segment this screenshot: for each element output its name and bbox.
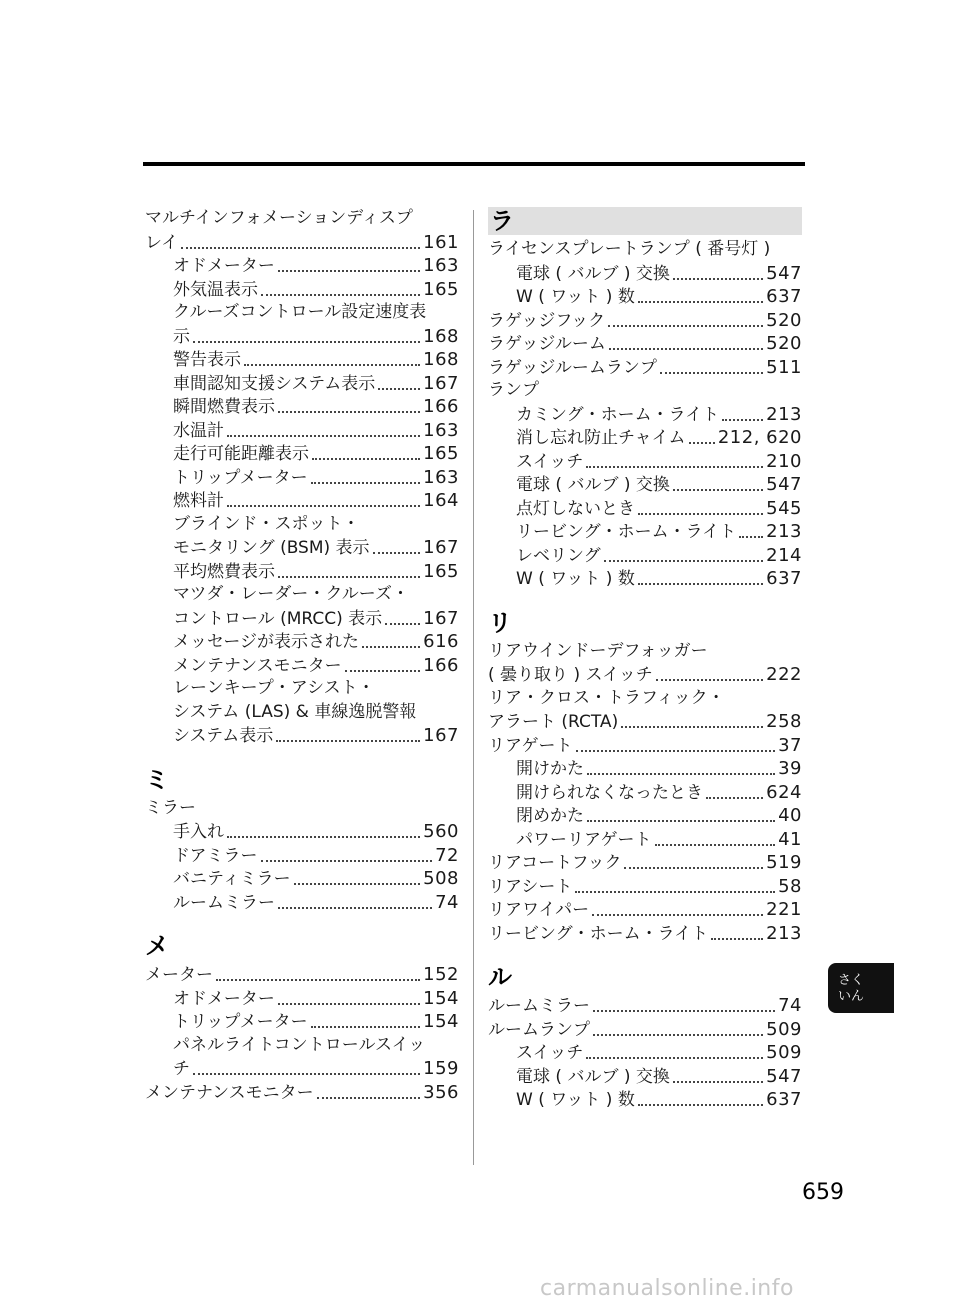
index-term: W ( ワット ) 数 <box>516 569 635 589</box>
leader-dots <box>345 669 421 672</box>
index-page-ref: 41 <box>778 828 802 850</box>
leader-dots <box>689 441 715 444</box>
index-term: ドアミラー <box>173 845 258 866</box>
leader-dots <box>227 434 420 437</box>
leader-dots <box>624 866 763 869</box>
index-term: メンテナンスモニター <box>145 1082 314 1103</box>
index-entry <box>145 677 459 701</box>
index-page-ref: 37 <box>778 734 802 756</box>
leader-dots <box>311 481 421 484</box>
index-page-ref: 72 <box>435 844 459 866</box>
leader-dots <box>193 1072 420 1075</box>
index-term: 警告表示 <box>173 350 241 370</box>
index-entry <box>488 922 802 946</box>
leader-dots <box>638 1103 763 1106</box>
index-entry <box>488 851 802 875</box>
leader-dots <box>378 387 420 390</box>
index-entry <box>488 520 802 544</box>
leader-dots <box>656 678 763 681</box>
index-term: リアゲート <box>488 735 573 756</box>
leader-dots <box>673 488 763 491</box>
index-entry <box>145 844 459 868</box>
index-page-ref: 167 <box>423 607 459 629</box>
index-entry <box>145 442 459 466</box>
index-page-ref: 221 <box>766 899 802 920</box>
index-page-ref: 40 <box>778 805 802 826</box>
index-page-ref: 39 <box>778 758 802 779</box>
index-entry <box>488 238 802 262</box>
index-page-ref: 163 <box>423 419 459 441</box>
index-page-ref: 616 <box>423 631 459 652</box>
leader-dots <box>312 457 420 460</box>
index-page-ref: 222 <box>766 664 802 685</box>
index-term: 閉めかた <box>516 806 584 826</box>
index-page-ref: 214 <box>766 544 802 566</box>
index-term: ランプ <box>488 380 539 400</box>
leader-dots <box>638 512 763 515</box>
leader-dots <box>638 582 763 585</box>
leader-dots <box>278 269 420 272</box>
index-entry <box>145 891 459 915</box>
index-entry <box>145 867 459 891</box>
index-term: メッセージが表示された <box>173 632 359 652</box>
index-entry <box>488 734 802 758</box>
section-gap <box>145 748 459 766</box>
index-page-ref: 168 <box>423 325 459 347</box>
index-entry <box>488 262 802 286</box>
index-term: 電球 ( バルブ ) 交換 <box>516 263 670 284</box>
index-page-ref: 166 <box>423 396 459 417</box>
index-page-ref: 547 <box>766 474 802 495</box>
index-term: 開けられなくなったとき <box>516 782 703 803</box>
index-term: 瞬間燃費表示 <box>173 397 275 417</box>
index-term: 示 <box>173 326 190 347</box>
index-entry <box>488 1065 802 1089</box>
index-term: マツダ・レーダー・クルーズ・ <box>173 584 409 604</box>
index-term: 消し忘れ防止チャイム <box>516 428 686 448</box>
index-entry <box>145 583 459 607</box>
index-page-ref: 213 <box>766 922 802 944</box>
index-page-ref: 356 <box>423 1081 459 1103</box>
leader-dots <box>739 535 763 538</box>
index-term: スイッチ <box>516 451 584 472</box>
index-page-ref: 167 <box>423 372 459 394</box>
leader-dots <box>586 465 763 468</box>
leader-dots <box>722 418 763 421</box>
leader-dots <box>593 1009 775 1012</box>
index-entry <box>145 207 459 231</box>
section-heading: ル <box>488 963 512 991</box>
index-term: ( 曇り取り ) スイッチ <box>488 665 653 685</box>
index-term: レーンキープ・アシスト・ <box>173 678 375 698</box>
leader-dots <box>593 1033 763 1036</box>
index-term: ラゲッジルーム <box>488 334 606 354</box>
index-term: 手入れ <box>173 822 224 842</box>
index-term: リア・クロス・トラフィック・ <box>488 687 725 708</box>
index-page-ref: 213 <box>766 403 802 425</box>
index-entry <box>145 1057 459 1081</box>
index-term: 電球 ( バルブ ) 交換 <box>516 475 670 495</box>
index-term: システム (LAS) & 車線逸脱警報 <box>173 701 417 722</box>
index-entry <box>488 356 802 380</box>
index-page-ref: 520 <box>766 333 802 354</box>
index-term: パネルライトコントロールスイッ <box>173 1034 426 1055</box>
index-entry <box>488 567 802 591</box>
index-entry <box>145 536 459 560</box>
leader-dots <box>362 645 420 648</box>
index-term: ラゲッジルームランプ <box>488 357 657 378</box>
index-entry <box>488 426 802 450</box>
index-entry <box>145 489 459 513</box>
leader-dots <box>621 725 763 728</box>
index-term: オドメーター <box>173 988 275 1009</box>
index-entry <box>145 797 459 821</box>
leader-dots <box>608 324 763 327</box>
index-tab-line2: いん <box>838 989 865 1004</box>
leader-dots <box>193 340 420 343</box>
index-page-ref: 167 <box>423 725 459 746</box>
index-term: レイ <box>145 232 179 253</box>
index-page-ref: 164 <box>423 490 459 511</box>
index-entry <box>145 231 459 255</box>
index-page-ref: 624 <box>766 781 802 803</box>
index-entry <box>488 403 802 427</box>
index-page-ref: 58 <box>778 875 802 897</box>
leader-dots <box>317 1096 421 1099</box>
page-number: 659 <box>802 1180 844 1205</box>
leader-dots <box>261 859 433 862</box>
section-heading: ラ <box>488 207 802 235</box>
index-entry <box>488 875 802 899</box>
index-page-ref: 511 <box>766 356 802 378</box>
index-entry <box>145 325 459 349</box>
index-entry <box>145 301 459 325</box>
index-page-ref: 213 <box>766 521 802 542</box>
leader-dots <box>216 978 420 981</box>
leader-dots <box>575 890 775 893</box>
index-page-ref: 74 <box>778 995 802 1016</box>
index-entry <box>488 450 802 474</box>
index-page-ref: 212, 620 <box>717 427 802 448</box>
leader-dots <box>660 371 763 374</box>
index-entry <box>488 1088 802 1112</box>
index-page-ref: 74 <box>435 891 459 913</box>
index-page-ref: 154 <box>423 987 459 1009</box>
index-entry <box>488 898 802 922</box>
section-heading: メ <box>145 932 169 960</box>
index-page-ref: 165 <box>423 560 459 582</box>
index-page-ref: 166 <box>423 654 459 676</box>
section-gap <box>488 591 802 609</box>
index-entry <box>145 1010 459 1034</box>
index-page-ref: 168 <box>423 349 459 370</box>
index-term: メーター <box>145 965 213 985</box>
index-entry <box>145 630 459 654</box>
index-term: ラゲッジフック <box>488 310 606 331</box>
leader-dots <box>655 843 776 846</box>
index-term: リアウインドーデフォッガー <box>488 640 708 661</box>
index-entry <box>488 1041 802 1065</box>
section-gap <box>488 945 802 963</box>
index-entry <box>145 278 459 302</box>
index-term: メンテナンスモニター <box>173 655 342 676</box>
index-entry <box>488 640 802 664</box>
index-page-ref: 210 <box>766 450 802 472</box>
index-term: リービング・ホーム・ライト <box>488 923 709 944</box>
index-page-ref: 637 <box>766 286 802 307</box>
index-term: 水温計 <box>173 420 224 441</box>
index-term: 車間認知支援システム表示 <box>173 373 376 394</box>
index-entry <box>488 544 802 568</box>
index-term: システム表示 <box>173 726 274 746</box>
index-page-ref: 520 <box>766 309 802 331</box>
section-heading: リ <box>488 608 512 637</box>
index-entry <box>145 254 459 278</box>
leader-dots <box>278 410 420 413</box>
index-term: チ <box>173 1059 190 1079</box>
index-column-right <box>488 207 802 1112</box>
section-heading: ミ <box>145 765 169 794</box>
leader-dots <box>592 913 763 916</box>
top-rule <box>143 162 805 166</box>
index-term: 燃料計 <box>173 491 224 511</box>
index-entry <box>488 687 802 711</box>
index-entry <box>488 285 802 309</box>
index-term: トリップメーター <box>173 1012 308 1032</box>
index-entry <box>145 701 459 725</box>
leader-dots <box>638 300 763 303</box>
index-entry <box>145 348 459 372</box>
index-entry <box>488 710 802 734</box>
leader-dots <box>711 937 763 940</box>
index-term: アラート (RCTA) <box>488 712 619 732</box>
index-page-ref: 519 <box>766 852 802 873</box>
leader-dots <box>181 246 420 249</box>
index-term: 開けかた <box>516 759 584 779</box>
index-entry <box>145 987 459 1011</box>
leader-dots <box>311 1025 421 1028</box>
index-term: バニティミラー <box>173 869 291 889</box>
leader-dots <box>244 363 420 366</box>
index-term: パワーリアゲート <box>516 829 652 850</box>
index-entry <box>488 379 802 403</box>
index-term: コントロール (MRCC) 表示 <box>173 608 383 629</box>
index-term: リアコートフック <box>488 853 622 873</box>
index-page-ref: 509 <box>766 1018 802 1040</box>
index-term: オドメーター <box>173 256 275 276</box>
index-page-ref: 163 <box>423 255 459 276</box>
index-term: スイッチ <box>516 1043 584 1063</box>
index-page-ref: 637 <box>766 568 802 589</box>
leader-dots <box>385 622 420 625</box>
index-entry <box>145 466 459 490</box>
index-entry <box>488 1018 802 1042</box>
leader-dots <box>586 1056 763 1059</box>
leader-dots <box>587 772 775 775</box>
index-page-ref: 560 <box>423 821 459 842</box>
index-entry <box>145 419 459 443</box>
index-page-ref: 545 <box>766 497 802 519</box>
leader-dots <box>278 575 420 578</box>
leader-dots <box>673 1080 763 1083</box>
index-term: 平均燃費表示 <box>173 561 275 582</box>
index-tab[interactable] <box>828 963 894 1013</box>
index-entry <box>145 513 459 537</box>
index-entry <box>488 781 802 805</box>
column-divider <box>473 210 474 1165</box>
index-entry <box>488 757 802 781</box>
index-page-ref: 547 <box>766 1065 802 1087</box>
index-page-ref: 165 <box>423 278 459 300</box>
index-term: マルチインフォメーションディスプ <box>145 208 413 228</box>
leader-dots <box>576 749 776 752</box>
index-entry <box>488 473 802 497</box>
index-entry <box>488 332 802 356</box>
index-entry <box>145 1034 459 1058</box>
index-term: レベリング <box>516 545 601 566</box>
index-entry <box>145 1081 459 1105</box>
index-term: ルームランプ <box>488 1019 590 1040</box>
index-page-ref: 154 <box>423 1011 459 1032</box>
leader-dots <box>227 835 420 838</box>
index-page-ref: 637 <box>766 1089 802 1110</box>
index-page-ref: 161 <box>423 231 459 253</box>
index-entry <box>488 994 802 1018</box>
index-entry <box>488 804 802 828</box>
index-page-ref: 165 <box>423 443 459 464</box>
section-gap <box>145 914 459 932</box>
index-page-ref: 167 <box>423 537 459 558</box>
index-page-ref: 258 <box>766 711 802 732</box>
index-term: 外気温表示 <box>173 279 258 300</box>
index-entry <box>145 395 459 419</box>
index-page-ref: 163 <box>423 466 459 488</box>
index-term: ライセンスプレートランプ ( 番号灯 ) <box>488 239 771 259</box>
index-page-ref: 547 <box>766 262 802 284</box>
index-entry <box>488 663 802 687</box>
index-page-ref: 159 <box>423 1058 459 1079</box>
index-term: ミラー <box>145 797 196 818</box>
index-term: ルームミラー <box>488 996 590 1016</box>
index-term: リービング・ホーム・ライト <box>516 522 737 542</box>
index-term: 電球 ( バルブ ) 交換 <box>516 1066 670 1087</box>
leader-dots <box>604 559 763 562</box>
index-term: W ( ワット ) 数 <box>516 287 635 307</box>
leader-dots <box>373 551 421 554</box>
index-term: リアワイパー <box>488 900 590 920</box>
leader-dots <box>673 277 763 280</box>
index-term: 点灯しないとき <box>516 498 635 519</box>
index-entry <box>488 309 802 333</box>
index-entry <box>488 828 802 852</box>
leader-dots <box>261 293 420 296</box>
index-term: クルーズコントロール設定速度表 <box>173 302 427 322</box>
leader-dots <box>276 739 420 742</box>
index-column-left <box>145 207 459 1104</box>
leader-dots <box>278 1002 420 1005</box>
leader-dots <box>294 882 421 885</box>
leader-dots <box>278 906 432 909</box>
index-entry <box>488 497 802 521</box>
index-entry <box>145 560 459 584</box>
index-entry <box>145 820 459 844</box>
index-term: ブラインド・スポット・ <box>173 513 360 534</box>
watermark: carmanualsonline.info <box>540 1276 794 1301</box>
index-entry <box>145 372 459 396</box>
index-page-ref: 509 <box>766 1042 802 1063</box>
index-page-ref: 508 <box>423 868 459 889</box>
index-page-ref: 152 <box>423 964 459 985</box>
index-term: 走行可能距離表示 <box>173 444 309 464</box>
index-term: リアシート <box>488 876 573 897</box>
leader-dots <box>227 504 420 507</box>
leader-dots <box>609 347 763 350</box>
index-entry <box>145 607 459 631</box>
index-entry <box>145 724 459 748</box>
index-term: トリップメーター <box>173 467 308 488</box>
index-term: モニタリング (BSM) 表示 <box>173 538 370 558</box>
index-entry <box>145 963 459 987</box>
index-term: W ( ワット ) 数 <box>516 1090 635 1110</box>
leader-dots <box>706 796 763 799</box>
leader-dots <box>587 819 775 822</box>
index-term: ルームミラー <box>173 892 275 913</box>
index-term: カミング・ホーム・ライト <box>516 404 720 425</box>
index-tab-line1: さく <box>838 973 865 988</box>
index-entry <box>145 654 459 678</box>
